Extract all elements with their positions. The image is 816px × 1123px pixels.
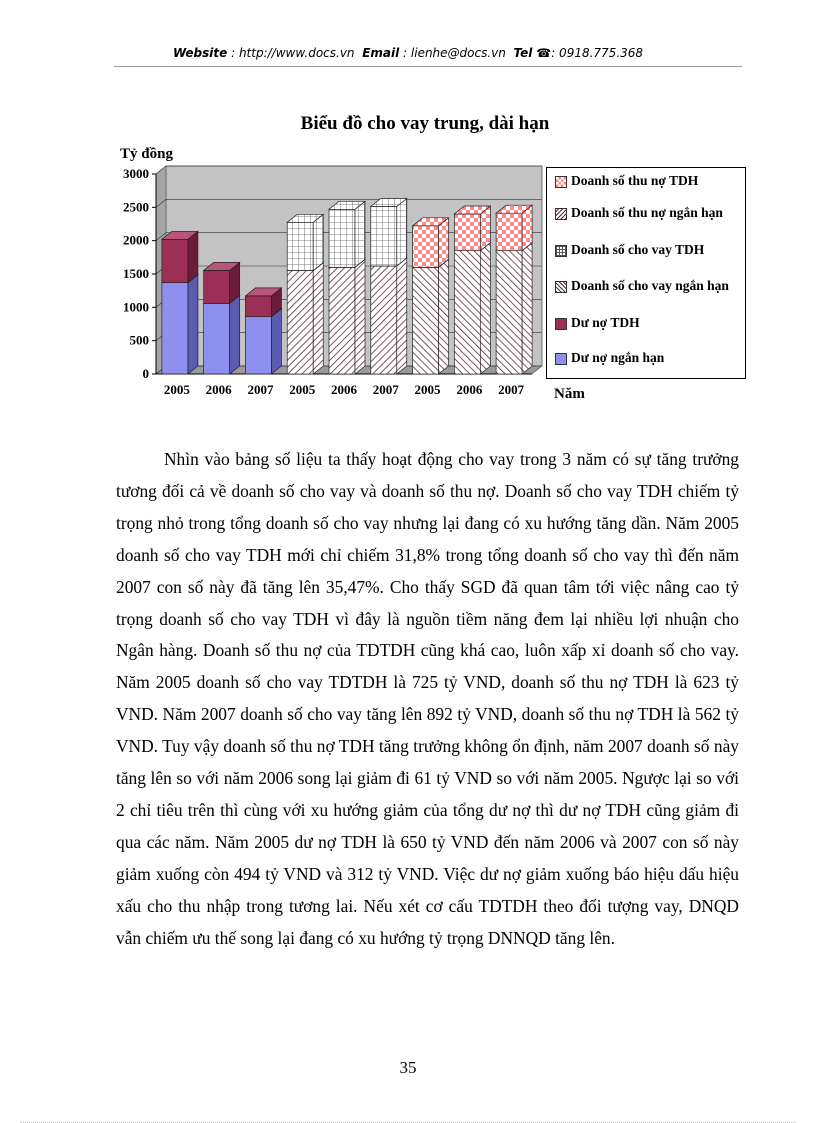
legend-label: Dư nợ TDH — [571, 315, 640, 330]
bar-segment-top-front — [371, 207, 397, 266]
legend-item — [555, 242, 743, 257]
x-tick-label: 2006 — [331, 382, 357, 397]
bar-segment-base-side — [188, 275, 198, 374]
y-tick-label: 0 — [142, 366, 149, 381]
legend-label: Doanh số cho vay TDH — [571, 242, 705, 257]
legend-label: Dư nợ ngắn hạn — [571, 350, 665, 365]
bar-segment-top-front — [496, 213, 522, 250]
legend-swatch — [555, 176, 567, 188]
body-text — [116, 444, 739, 955]
chart-title: Biểu đồ cho vay trung, dài hạn — [300, 113, 550, 134]
bar-segment-top-side — [188, 231, 198, 282]
x-tick-label: 2006 — [456, 382, 483, 397]
legend-swatch — [555, 245, 567, 257]
bar-segment-base-side — [522, 243, 532, 374]
website-label: Website — [172, 46, 228, 60]
phone-icon: ☎ — [536, 46, 552, 60]
bar-segment-base-front — [204, 303, 230, 374]
bar-segment-base-side — [355, 259, 365, 374]
x-tick-label: 2007 — [372, 382, 399, 397]
legend-label: Doanh số cho vay ngắn hạn — [571, 278, 729, 293]
bar-segment-top-side — [313, 214, 323, 270]
y-tick-label: 500 — [129, 332, 149, 348]
chart — [106, 138, 586, 408]
legend-item — [555, 278, 743, 293]
x-tick-label: 2007 — [498, 382, 525, 397]
bar-segment-base-front — [162, 283, 188, 374]
bar-segment-top-front — [413, 226, 439, 268]
y-tick-label: 2500 — [123, 199, 149, 215]
legend-item — [555, 350, 743, 365]
bar-segment-base-front — [245, 317, 271, 374]
bar-segment-base-front — [371, 266, 397, 374]
chart-svg — [106, 138, 586, 408]
bar-segment-base-side — [230, 295, 240, 374]
tel-label: Tel — [513, 46, 533, 60]
legend-swatch — [555, 353, 567, 365]
legend-item — [555, 315, 743, 330]
y-tick-label: 2000 — [123, 232, 149, 248]
page-number: 35 — [399, 1058, 417, 1077]
legend-item — [555, 205, 743, 220]
bar-segment-base-side — [397, 258, 407, 374]
bar-segment-base-front — [413, 267, 439, 374]
bar-segment-top-front — [162, 239, 188, 282]
y-tick-label: 1500 — [123, 266, 149, 281]
chart-legend — [546, 167, 746, 379]
bar-segment-base-front — [329, 267, 355, 374]
y-tick-label: 1000 — [123, 299, 149, 315]
header-rule — [114, 66, 742, 67]
tel-value: : 0918.775.368 — [551, 46, 644, 60]
bar-segment-top-front — [287, 222, 313, 270]
page-header — [0, 46, 816, 60]
bar-segment-top-front — [454, 214, 480, 251]
body-paragraph: Nhìn vào bảng số liệu ta thấy hoạt động cho vay trong 3 năm có sự tăng trưởng tương đối cả về doanh số cho vay và doanh số thu nợ. Doanh số cho vay TDH chiếm tỷ trọng nhỏ trong tổng doanh số cho vay nhưng lại đang có xu hướng tăng dần. Năm 2005 doanh số cho vay TDH mới chỉ chiếm 31,8% trong tổng doanh số cho vay thì đến năm 2007 con số này đã tăng lên 35,47%. Cho thấy SGD đã quan tâm tới việc nâng cao tỷ trọng doanh số cho vay TDH vì đây là nguồn tiềm năng đem lại nhiều lợi nhuận cho Ngân hàng. Doanh số thu nợ của TDTDH cũng khá cao, luôn xấp xỉ doanh số cho vay. Năm 2005 doanh số cho vay TDTDH là 725 tỷ VND, doanh số thu nợ TDH là 623 tỷ VND. Năm 2007 doanh số cho vay tăng lên 892 tỷ VND, doanh số thu nợ TDH là 562 tỷ VND. Tuy vậy doanh số thu nợ TDH tăng trưởng không ổn định, năm 2007 doanh số này tăng lên so với năm 2006 song lại giảm đi 61 tỷ VND so với năm 2005. Ngược lại so với 2 chỉ tiêu trên thì cùng với xu hướng giảm của tổng dư nợ thì dư nợ TDH cũng giảm đi qua các năm. Năm 2005 dư nợ TDH là 650 tỷ VND đến năm 2006 và 2007 con số này giảm xuống còn 494 tỷ VND và 312 tỷ VND. Việc dư nợ giảm xuống báo hiệu dấu hiệu xấu cho thu nhập trong tương lai. Nếu xét cơ cấu TDTDH theo đối tượng vay, DNQD vẫn chiếm ưu thế song lại đang có xu hướng tỷ trọng DNNQD tăng lên. — [116, 449, 739, 948]
x-tick-label: 2007 — [247, 382, 274, 397]
y-axis-label: Tỷ đồng — [120, 146, 173, 162]
bar-segment-top-front — [204, 270, 230, 303]
bar-segment-top-side — [439, 218, 449, 268]
legend-swatch — [555, 318, 567, 330]
x-tick-label: 2005 — [163, 382, 190, 397]
x-tick-label: 2005 — [414, 382, 441, 397]
bar-segment-base-front — [454, 251, 480, 374]
x-tick-label: 2006 — [205, 382, 232, 397]
legend-item — [555, 173, 743, 188]
bar-segment-base-side — [271, 309, 281, 374]
bar-segment-top-front — [245, 296, 271, 317]
legend-label: Doanh số thu nợ TDH — [571, 173, 699, 188]
bar-segment-base-side — [480, 243, 490, 374]
email-value: : lienhe@docs.vn — [403, 46, 506, 60]
bar-segment-base-front — [496, 251, 522, 374]
bar-segment-top-side — [397, 199, 407, 266]
bar-segment-top-front — [329, 209, 355, 267]
legend-label: Doanh số thu nợ ngắn hạn — [571, 205, 723, 220]
bar-segment-base-front — [287, 271, 313, 374]
legend-swatch — [555, 281, 567, 293]
email-label: Email — [362, 46, 400, 60]
website-url: : http://www.docs.vn — [231, 46, 355, 60]
bar-segment-base-side — [313, 263, 323, 374]
x-tick-label: 2005 — [289, 382, 316, 397]
y-tick-label: 3000 — [123, 166, 149, 181]
bar-segment-base-side — [439, 259, 449, 374]
x-axis-label: Năm — [554, 386, 585, 402]
legend-swatch — [555, 208, 567, 220]
bar-segment-top-side — [355, 201, 365, 267]
